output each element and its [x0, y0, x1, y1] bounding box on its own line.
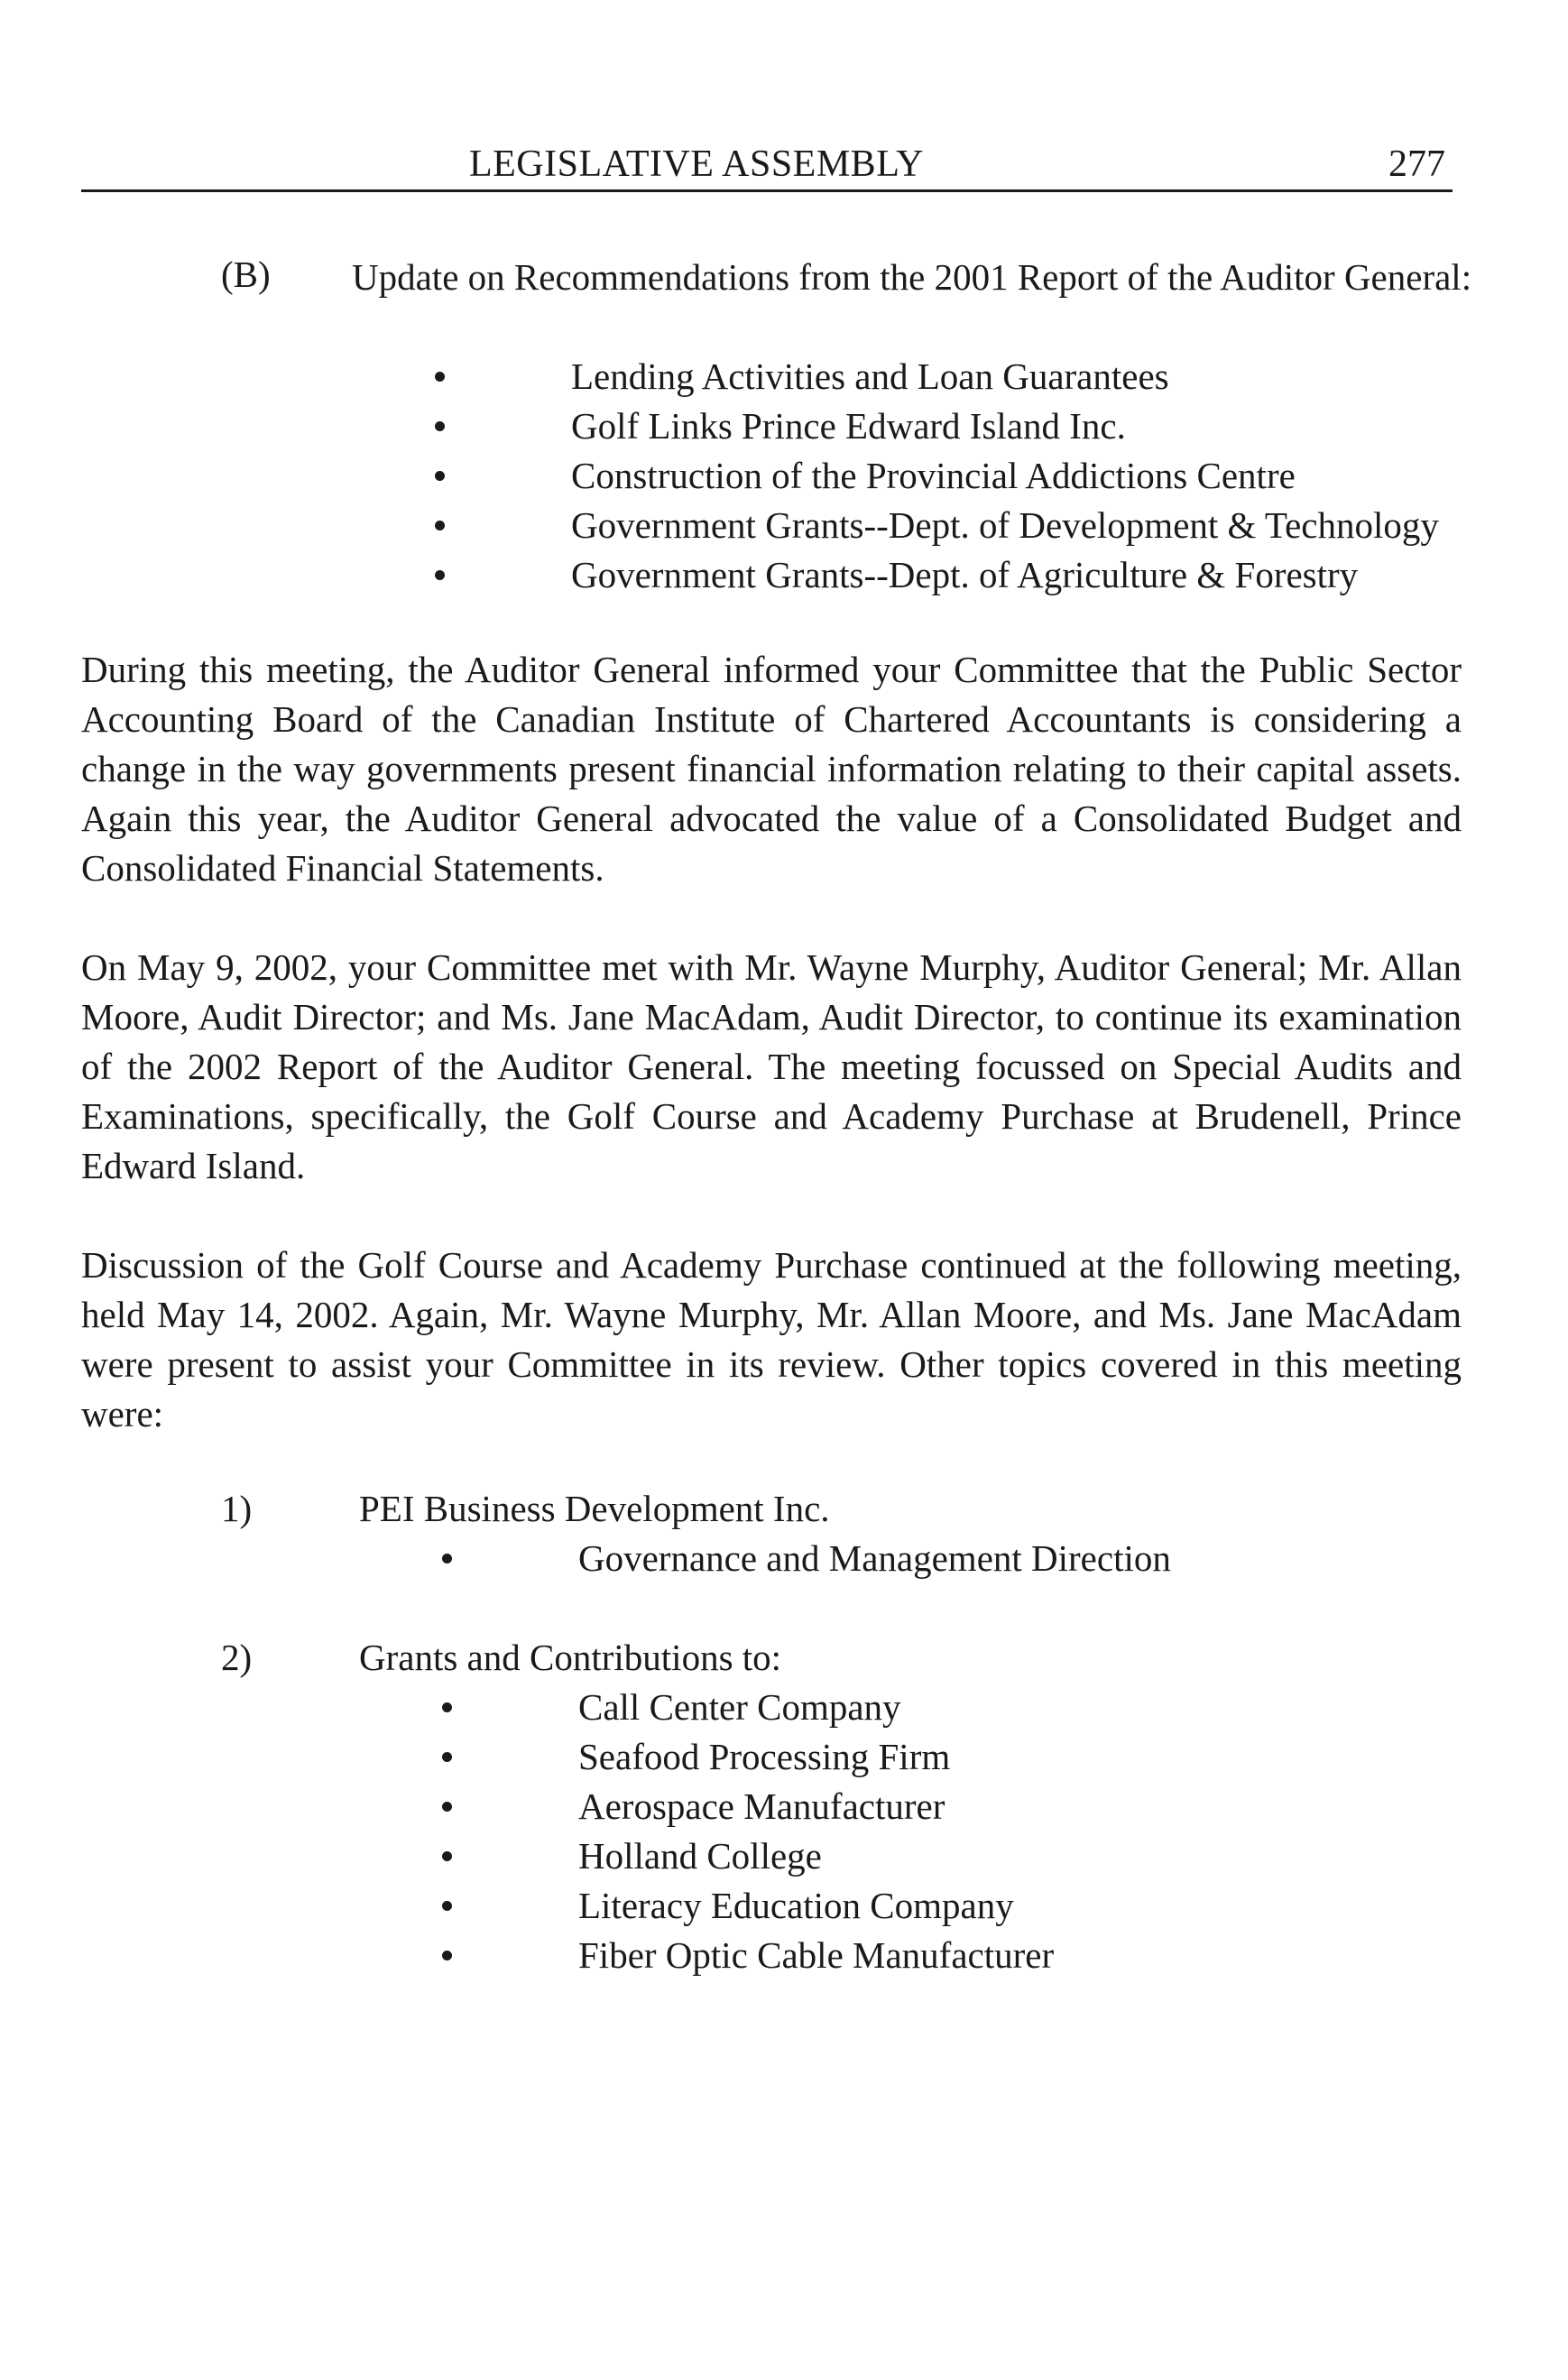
list-item-text: Seafood Processing Firm: [578, 1736, 951, 1777]
header-rule: [81, 189, 1453, 192]
page-number: 277: [1388, 143, 1445, 185]
list-item: [359, 1782, 1442, 1831]
topic-number: 1): [221, 1488, 253, 1529]
list-item: [352, 451, 1543, 501]
list-item: [359, 1534, 1442, 1583]
list-item: [359, 1881, 1442, 1931]
section-label: (B): [221, 254, 271, 295]
bullet-icon: [435, 471, 445, 481]
list-item: [352, 401, 1543, 451]
bullet-icon: [442, 1554, 452, 1564]
topic-bullet-list: [359, 1683, 1442, 1980]
list-item-text: Fiber Optic Cable Manufacturer: [578, 1934, 1055, 1976]
paragraph-may-9-meeting: On May 9, 2002, your Committee met with Mr. Wayne Murphy, Auditor General; Mr. Allan Moore, Audit Director; and Ms. Jane MacAdam, Audit Director, to continue its examination of the 2002 Report of the Auditor General. The meeting focussed on Special Audits and Examinations, specifically, the Golf Course and Academy Purchase at Brudenell, Prince Edward Island.: [81, 946, 1462, 1186]
list-item: [352, 550, 1543, 600]
list-item: [359, 1931, 1442, 1980]
topic-bullet-list: [359, 1534, 1442, 1583]
bullet-icon: [442, 1752, 452, 1762]
list-item: [359, 1732, 1442, 1782]
list-item-text: Lending Activities and Loan Guarantees: [571, 355, 1169, 397]
list-item: [359, 1831, 1442, 1881]
paragraph-auditor-general: During this meeting, the Auditor General informed your Committee that the Public Sector Accounting Board of the Canadian Institute of Chartered Accountants is considering a change in the way governments present financial information relating to their capital assets. Again this year, the Auditor General advocated the value of a Consolidated Budget and Consolidated Financial Statements.: [81, 649, 1462, 889]
list-item-text: Aerospace Manufacturer: [578, 1785, 945, 1827]
bullet-icon: [435, 372, 445, 382]
list-item-text: Holland College: [578, 1835, 822, 1877]
topic-number: 2): [221, 1637, 253, 1678]
list-item-text: Call Center Company: [578, 1686, 901, 1728]
bullet-icon: [442, 1951, 452, 1960]
bullet-icon: [442, 1901, 452, 1911]
bullet-icon: [442, 1802, 452, 1812]
topic-heading: PEI Business Development Inc.: [359, 1488, 830, 1529]
header-title: LEGISLATIVE ASSEMBLY: [469, 143, 924, 185]
list-item: [352, 352, 1543, 401]
section-intro: Update on Recommendations from the 2001 Report of the Auditor General:: [352, 256, 1472, 298]
list-item: [352, 501, 1543, 550]
bullet-icon: [435, 521, 445, 530]
bullet-icon: [442, 1851, 452, 1861]
list-item-text: Government Grants--Dept. of Agriculture & Forestry: [571, 554, 1359, 595]
topic-heading: Grants and Contributions to:: [359, 1637, 782, 1678]
bullet-icon: [435, 570, 445, 580]
list-item: [359, 1683, 1442, 1732]
paragraph-may-14-meeting: Discussion of the Golf Course and Academy Purchase continued at the following meeting, held May 14, 2002. Again, Mr. Wayne Murphy, Mr. Allan Moore, and Ms. Jane MacAdam were present to assist your Committee in its review. Other topics covered in this meeting were:: [81, 1244, 1462, 1434]
section-b-bullet-list: [352, 352, 1543, 600]
list-item-text: Golf Links Prince Edward Island Inc.: [571, 405, 1126, 447]
list-item-text: Governance and Management Direction: [578, 1537, 1171, 1579]
list-item-text: Government Grants--Dept. of Development & Technology: [571, 504, 1439, 546]
list-item-text: Literacy Education Company: [578, 1885, 1014, 1926]
bullet-icon: [442, 1702, 452, 1712]
bullet-icon: [435, 421, 445, 431]
list-item-text: Construction of the Provincial Addictions Centre: [571, 455, 1296, 496]
